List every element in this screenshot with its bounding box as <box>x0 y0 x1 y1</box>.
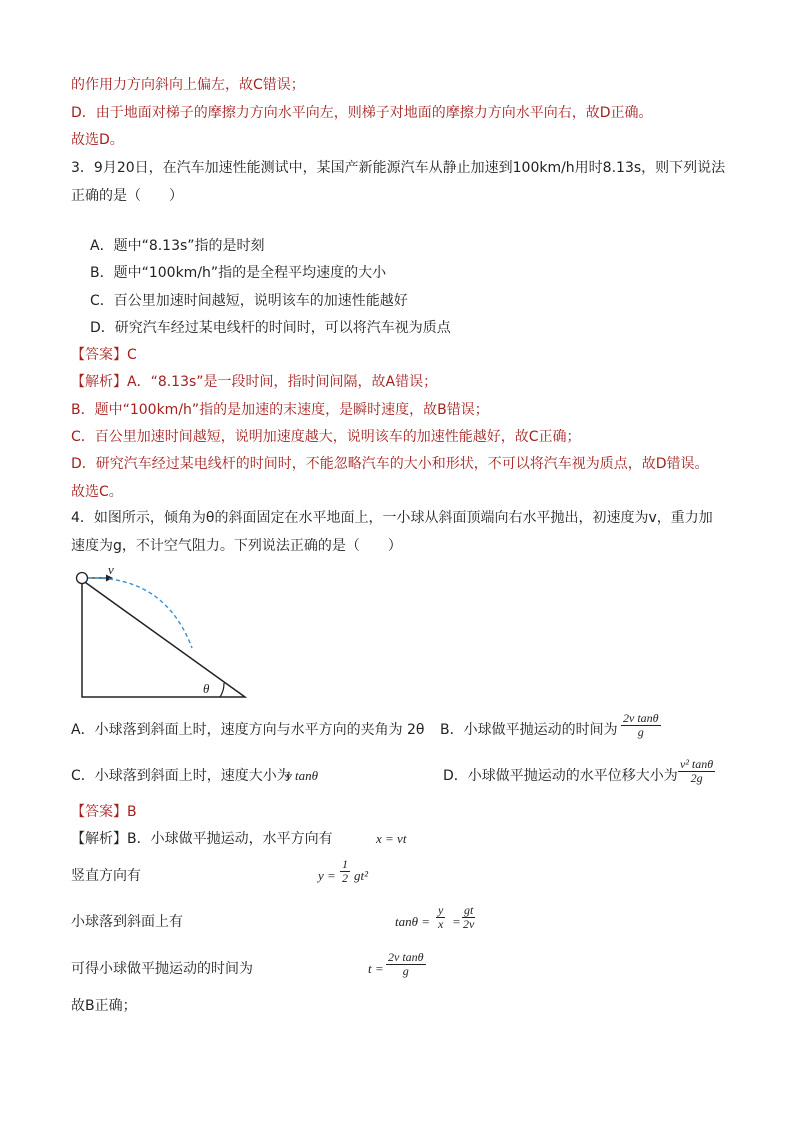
q4-equation-2-numerator: 1 <box>342 857 348 871</box>
q4-option-c-expression: v tanθ <box>286 768 319 783</box>
q4-equation-3-fraction-1-numerator: y <box>438 903 444 917</box>
q4-equation-4-numerator: 2v tanθ <box>388 950 424 964</box>
q4-equation-3-fraction-2-numerator: gt <box>464 903 474 917</box>
q4-option-b-denominator: g <box>637 725 644 739</box>
incline-figure <box>70 562 255 702</box>
q4-option-d-denominator: 2g <box>690 771 703 785</box>
q4-option-c: C．小球落到斜面上时，速度大小为 <box>71 768 291 784</box>
q4-equation-1: x = vt <box>376 831 407 846</box>
q4-stem-line-2: 速度为g，不计空气阻力。下列说法正确的是（ ） <box>71 538 402 554</box>
q4-option-b: B．小球做平抛运动的时间为 <box>440 722 618 738</box>
q4-analysis-line-3: 小球落到斜面上有 <box>71 914 183 930</box>
q4-analysis-line-2: 竖直方向有 <box>71 868 141 884</box>
q4-equation-3-left: tanθ = <box>395 914 431 929</box>
q4-equation-3-fraction-1-denominator: x <box>438 917 444 931</box>
q4-option-b-fraction <box>621 712 661 739</box>
q4-equation-2-fraction <box>340 858 350 885</box>
prev-conclusion: 故选D。 <box>71 132 124 148</box>
q4-equation-4-fraction <box>386 951 426 978</box>
q4-answer: 【答案】B <box>71 804 137 820</box>
q3-option-b: B．题中“100km/h”指的是全程平均速度的大小 <box>90 265 387 281</box>
q4-equation-3-fraction-2-denominator: 2v <box>463 917 475 931</box>
q3-conclusion: 故选C。 <box>71 484 123 500</box>
q3-analysis-line-3: C．百公里加速时间越短，说明加速度越大，说明该车的加速性能越好，故C正确； <box>71 429 581 445</box>
q4-equation-2-denominator: 2 <box>342 871 348 885</box>
q4-option-a: A．小球落到斜面上时，速度方向与水平方向的夹角为 2θ <box>71 722 425 738</box>
prev-analysis-line-1: 的作用力方向斜向上偏左，故C错误； <box>71 77 305 93</box>
q3-answer: 【答案】C <box>71 347 137 363</box>
q3-option-d: D．研究汽车经过某电线杆的时间时，可以将汽车视为质点 <box>90 320 451 336</box>
incline-triangle <box>82 580 245 697</box>
q3-analysis-line-4: D．研究汽车经过某电线杆的时间时，不能忽略汽车的大小和形状，不可以将汽车视为质点，故D错误。 <box>71 456 709 472</box>
q3-option-c: C．百公里加速时间越短，说明该车的加速性能越好 <box>90 293 408 309</box>
q4-equation-3-fraction-2 <box>462 904 475 931</box>
q4-analysis-line-1: 【解析】B．小球做平抛运动，水平方向有 <box>71 831 333 847</box>
q4-equation-4-left: t = <box>368 961 384 976</box>
q4-equation-3-equals: = <box>452 914 461 929</box>
trajectory-curve <box>88 578 192 648</box>
q4-equation-2-right: gt² <box>354 868 369 883</box>
velocity-label: v <box>108 562 114 577</box>
q4-equation-3-fraction-1 <box>436 904 445 931</box>
q3-option-a: A．题中“8.13s”指的是时刻 <box>90 238 265 254</box>
q4-option-d-numerator: v² tanθ <box>680 757 714 771</box>
q4-option-d-fraction <box>678 758 715 785</box>
theta-label: θ <box>203 681 210 696</box>
ball <box>77 573 88 584</box>
q4-equation-4-denominator: g <box>402 964 409 978</box>
q4-conclusion: 故B正确； <box>71 998 137 1014</box>
q3-stem-line-1: 3．9月20日，在汽车加速性能测试中，某国产新能源汽车从静止加速到100km/h用时8.13s，则下列说法 <box>71 160 726 176</box>
q3-analysis-line-2: B．题中“100km/h”指的是加速的末速度，是瞬时速度，故B错误； <box>71 402 489 418</box>
q3-analysis-line-1: 【解析】A．“8.13s”是一段时间，指时间间隔，故A错误； <box>71 374 438 390</box>
q3-stem-line-2: 正确的是（ ） <box>71 188 183 204</box>
q4-analysis-line-4: 可得小球做平抛运动的时间为 <box>71 961 253 977</box>
q4-option-b-numerator: 2v tanθ <box>623 711 659 725</box>
q4-option-d: D．小球做平抛运动的水平位移大小为 <box>443 768 678 784</box>
q4-stem-line-1: 4．如图所示，倾角为θ的斜面固定在水平地面上，一小球从斜面顶端向右水平抛出，初速度为v，重力加 <box>71 510 713 526</box>
q4-equation-2-left: y = <box>318 868 336 883</box>
angle-arc <box>220 683 224 697</box>
prev-analysis-line-2: D．由于地面对梯子的摩擦力方向水平向左，则梯子对地面的摩擦力方向水平向右，故D正确。 <box>71 105 653 121</box>
